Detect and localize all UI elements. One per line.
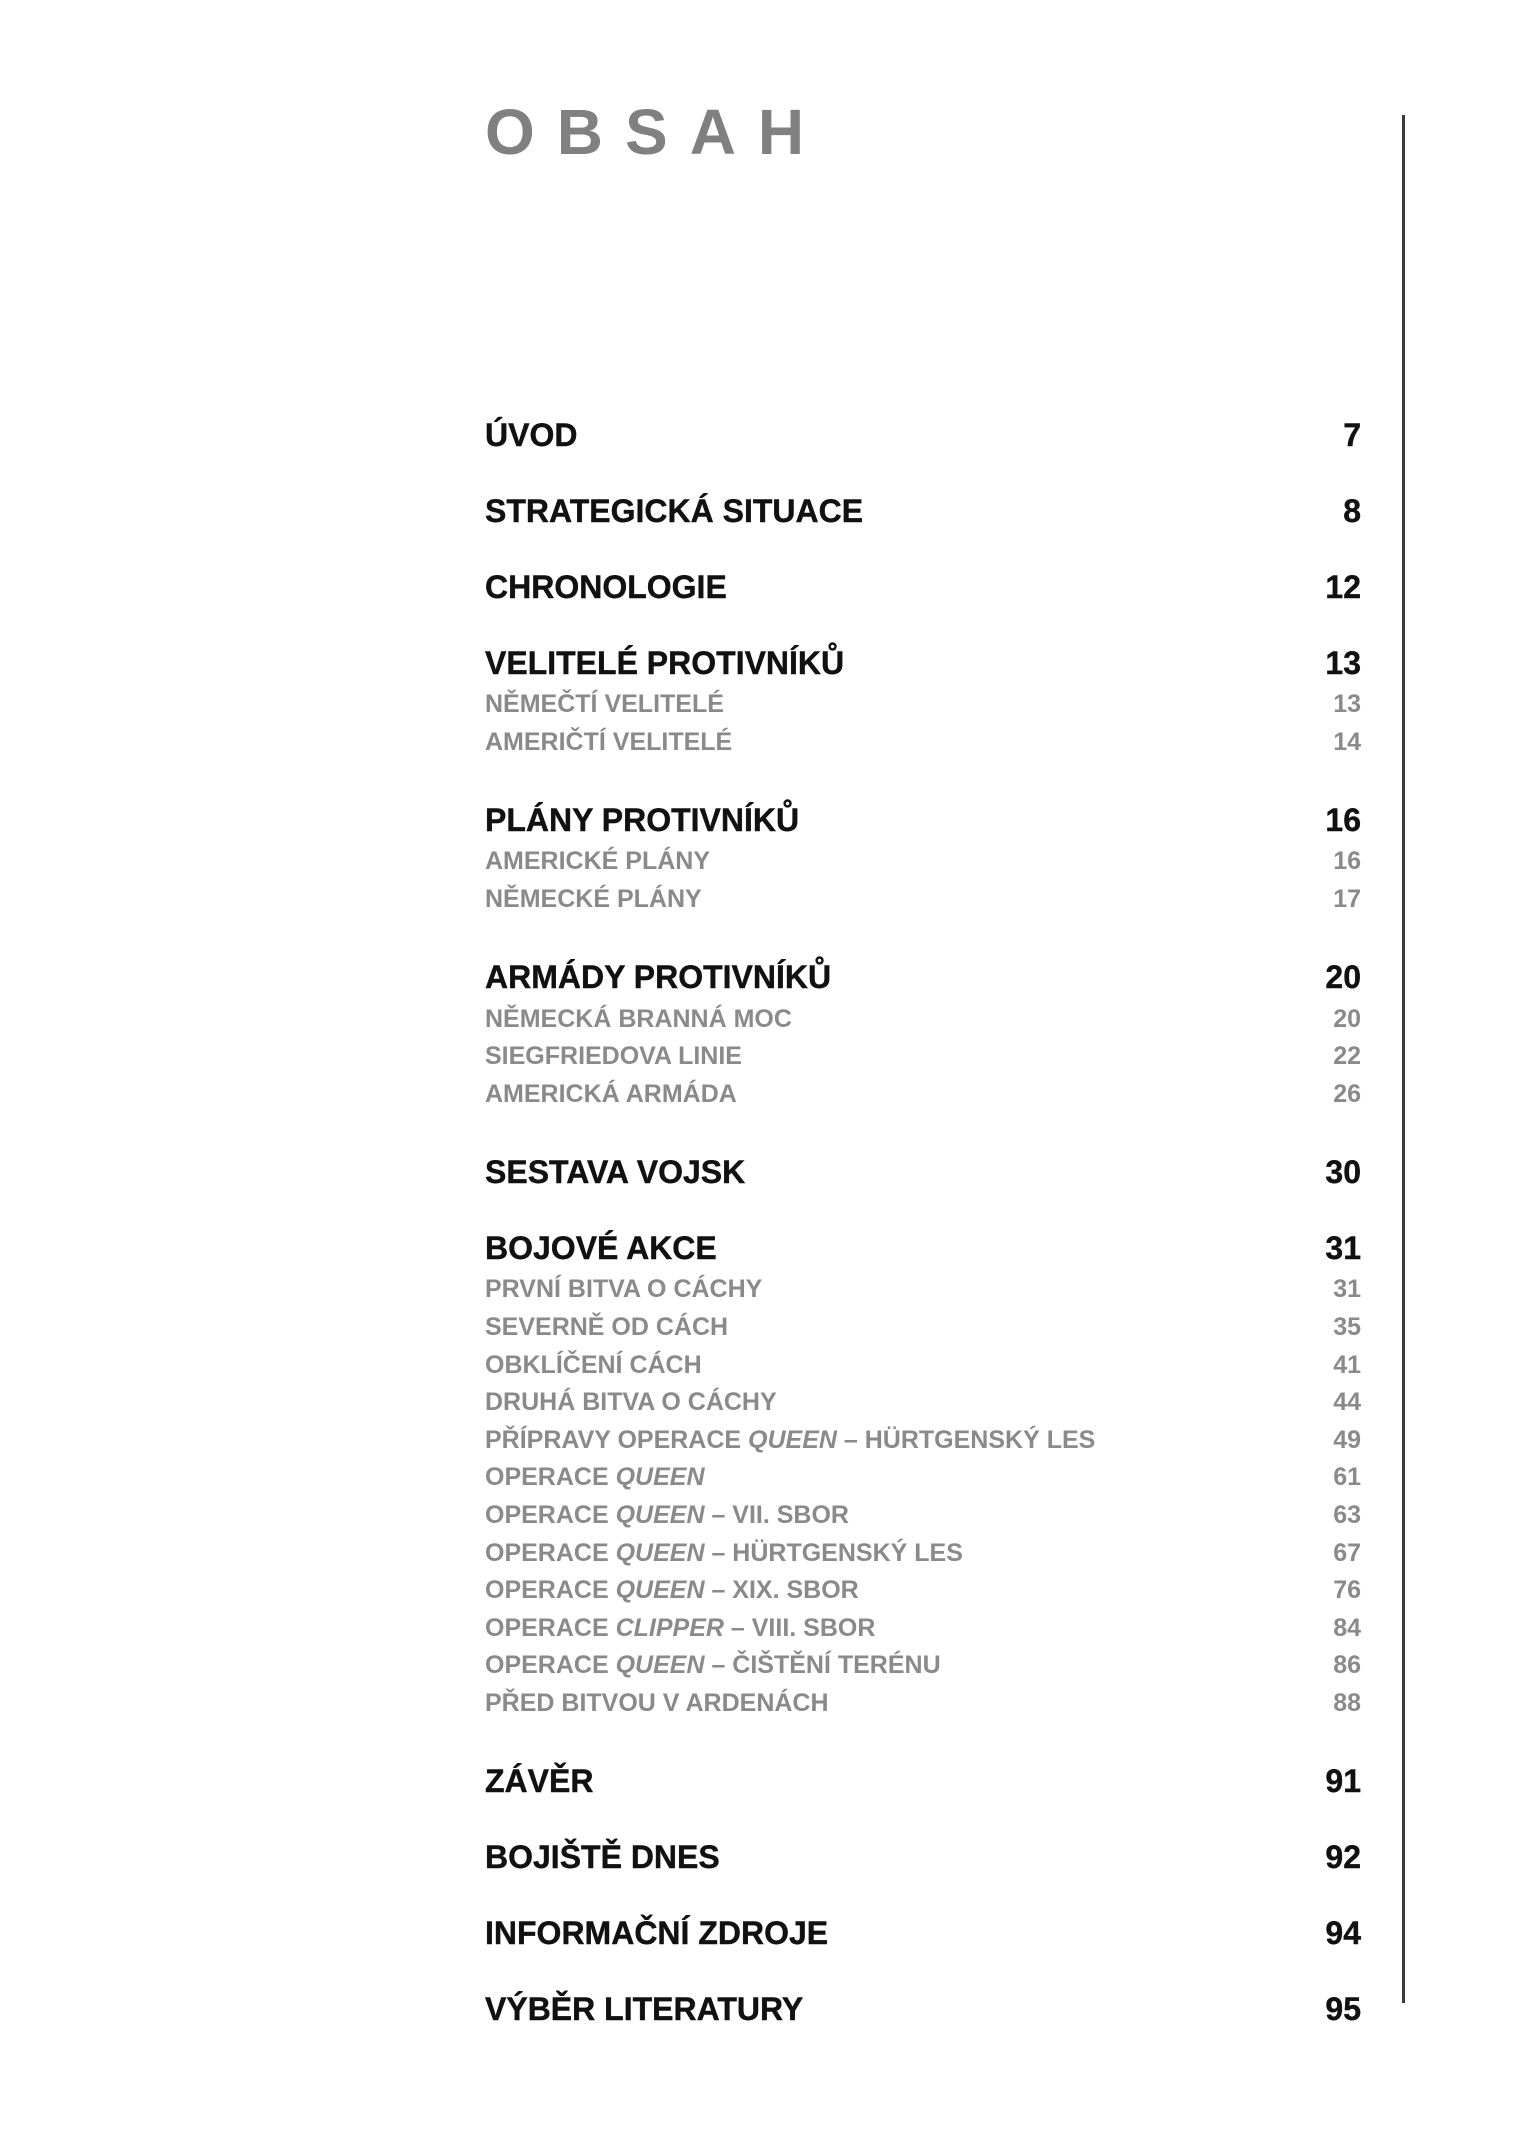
toc-subsection-title: AMERIČTÍ VELITELÉ bbox=[485, 727, 733, 756]
toc-subsection-entry[interactable] bbox=[485, 1384, 1361, 1422]
toc-chapter-entry[interactable] bbox=[485, 494, 1361, 528]
toc-subsection-page-number: 22 bbox=[1333, 1042, 1361, 1071]
toc-subsection-entry[interactable] bbox=[485, 1685, 1361, 1723]
toc-chapter bbox=[485, 1916, 1361, 1950]
toc-subsection-entry[interactable] bbox=[485, 1422, 1361, 1460]
toc-chapter-page-number: 7 bbox=[1343, 417, 1361, 453]
toc-subsection-page-number: 16 bbox=[1333, 847, 1361, 876]
toc-subsection-title: NĚMECKÁ BRANNÁ MOC bbox=[485, 1004, 792, 1033]
toc-chapter-title: STRATEGICKÁ SITUACE bbox=[485, 493, 864, 529]
toc-subsection-title: NĚMEČTÍ VELITELÉ bbox=[485, 690, 724, 719]
toc-chapter-entry[interactable] bbox=[485, 960, 1361, 994]
toc-subsection-entry[interactable] bbox=[485, 881, 1361, 919]
toc-subsection-title: PRVNÍ BITVA O CÁCHY bbox=[485, 1275, 763, 1304]
toc-chapter-page-number: 30 bbox=[1325, 1154, 1361, 1191]
toc-chapter-title: ZÁVĚR bbox=[485, 1763, 594, 1800]
toc-subsection-entry[interactable] bbox=[485, 1534, 1361, 1572]
toc-subsection-page-number: 13 bbox=[1333, 690, 1361, 719]
toc-subsection-title: OPERACE QUEEN bbox=[485, 1463, 705, 1492]
toc-chapter bbox=[485, 960, 1361, 1113]
toc-chapter bbox=[485, 1764, 1361, 1798]
toc-chapter-title: ARMÁDY PROTIVNÍKŮ bbox=[485, 959, 832, 996]
toc-chapter-entry[interactable] bbox=[485, 646, 1361, 680]
toc-subsection-page-number: 67 bbox=[1333, 1538, 1361, 1567]
toc-chapter-title: INFORMAČNÍ ZDROJE bbox=[485, 1915, 829, 1952]
toc-subsection-list bbox=[485, 686, 1361, 761]
toc-subsection-title: AMERICKÉ PLÁNY bbox=[485, 847, 711, 876]
toc-chapter-title: BOJIŠTĚ DNES bbox=[485, 1839, 720, 1876]
toc-subsection-page-number: 20 bbox=[1333, 1004, 1361, 1033]
operation-name: CLIPPER bbox=[615, 1613, 724, 1642]
toc-subsection-entry[interactable] bbox=[485, 1076, 1361, 1114]
toc-chapter bbox=[485, 494, 1361, 528]
toc-subsection-entry[interactable] bbox=[485, 1497, 1361, 1535]
toc-chapter bbox=[485, 570, 1361, 604]
toc-subsection-title: PŘED BITVOU V ARDENÁCH bbox=[485, 1688, 829, 1717]
toc-chapter-entry[interactable] bbox=[485, 1992, 1361, 2026]
toc-subsection-title: OPERACE QUEEN – XIX. SBOR bbox=[485, 1576, 859, 1605]
toc-chapter-entry[interactable] bbox=[485, 1231, 1361, 1265]
toc-chapter-entry[interactable] bbox=[485, 1840, 1361, 1874]
toc-chapter-page-number: 95 bbox=[1325, 1991, 1361, 2028]
toc-chapter-title: PLÁNY PROTIVNÍKŮ bbox=[485, 802, 800, 839]
toc-subsection-entry[interactable] bbox=[485, 724, 1361, 762]
toc-chapter bbox=[485, 803, 1361, 918]
table-of-contents bbox=[485, 418, 1361, 2026]
toc-subsection-title: OPERACE QUEEN – HÜRTGENSKÝ LES bbox=[485, 1538, 963, 1567]
toc-chapter-entry[interactable] bbox=[485, 1916, 1361, 1950]
operation-name: QUEEN bbox=[615, 1463, 705, 1492]
toc-subsection-page-number: 26 bbox=[1333, 1079, 1361, 1108]
toc-chapter bbox=[485, 1840, 1361, 1874]
toc-subsection-entry[interactable] bbox=[485, 1000, 1361, 1038]
toc-subsection-entry[interactable] bbox=[485, 1459, 1361, 1497]
toc-subsection-title: OPERACE QUEEN – VII. SBOR bbox=[485, 1501, 849, 1530]
toc-chapter-page-number: 12 bbox=[1325, 569, 1361, 605]
operation-name: QUEEN bbox=[748, 1425, 837, 1454]
toc-subsection-entry[interactable] bbox=[485, 1610, 1361, 1648]
toc-chapter-page-number: 16 bbox=[1325, 802, 1361, 839]
toc-subsection-page-number: 76 bbox=[1333, 1576, 1361, 1605]
toc-subsection-entry[interactable] bbox=[485, 1309, 1361, 1347]
operation-name: QUEEN bbox=[615, 1538, 705, 1567]
toc-subsection-page-number: 88 bbox=[1333, 1688, 1361, 1717]
toc-subsection-page-number: 61 bbox=[1333, 1463, 1361, 1492]
toc-chapter-entry[interactable] bbox=[485, 570, 1361, 604]
toc-chapter-title: BOJOVÉ AKCE bbox=[485, 1230, 717, 1267]
toc-subsection-entry[interactable] bbox=[485, 1572, 1361, 1610]
toc-subsection-title: DRUHÁ BITVA O CÁCHY bbox=[485, 1388, 777, 1417]
toc-subsection-page-number: 14 bbox=[1333, 727, 1361, 756]
toc-chapter-page-number: 31 bbox=[1325, 1230, 1361, 1267]
toc-subsection-page-number: 44 bbox=[1333, 1388, 1361, 1417]
toc-chapter-title: ÚVOD bbox=[485, 417, 578, 453]
toc-subsection-entry[interactable] bbox=[485, 1038, 1361, 1076]
toc-chapter-title: SESTAVA VOJSK bbox=[485, 1154, 746, 1191]
operation-name: QUEEN bbox=[615, 1651, 705, 1680]
toc-chapter-page-number: 91 bbox=[1325, 1763, 1361, 1800]
toc-chapter-page-number: 92 bbox=[1325, 1839, 1361, 1876]
toc-subsection-title: NĚMECKÉ PLÁNY bbox=[485, 885, 702, 914]
toc-subsection-title: OBKLÍČENÍ CÁCH bbox=[485, 1350, 702, 1379]
operation-name: QUEEN bbox=[615, 1501, 705, 1530]
toc-chapter-page-number: 94 bbox=[1325, 1915, 1361, 1952]
toc-chapter-entry[interactable] bbox=[485, 1155, 1361, 1189]
toc-subsection-page-number: 17 bbox=[1333, 885, 1361, 914]
toc-chapter-entry[interactable] bbox=[485, 803, 1361, 837]
toc-subsection-page-number: 84 bbox=[1333, 1613, 1361, 1642]
toc-chapter bbox=[485, 1992, 1361, 2026]
toc-subsection-title: SIEGFRIEDOVA LINIE bbox=[485, 1042, 742, 1071]
toc-chapter-entry[interactable] bbox=[485, 418, 1361, 452]
toc-subsection-list bbox=[485, 1271, 1361, 1722]
toc-chapter-title: VÝBĚR LITERATURY bbox=[485, 1991, 804, 2028]
toc-subsection-title: OPERACE CLIPPER – VIII. SBOR bbox=[485, 1613, 876, 1642]
toc-chapter-title: CHRONOLOGIE bbox=[485, 569, 727, 605]
toc-subsection-title: PŘÍPRAVY OPERACE QUEEN – HÜRTGENSKÝ LES bbox=[485, 1425, 1096, 1454]
toc-subsection-page-number: 63 bbox=[1333, 1501, 1361, 1530]
toc-chapter-page-number: 20 bbox=[1325, 959, 1361, 996]
toc-subsection-title: SEVERNĚ OD CÁCH bbox=[485, 1313, 729, 1342]
toc-subsection-list bbox=[485, 843, 1361, 918]
toc-subsection-entry[interactable] bbox=[485, 1647, 1361, 1685]
toc-chapter bbox=[485, 1231, 1361, 1722]
toc-subsection-page-number: 41 bbox=[1333, 1350, 1361, 1379]
toc-chapter-title: VELITELÉ PROTIVNÍKŮ bbox=[485, 645, 845, 681]
toc-subsection-page-number: 35 bbox=[1333, 1313, 1361, 1342]
toc-chapter bbox=[485, 1155, 1361, 1189]
toc-subsection-page-number: 31 bbox=[1333, 1275, 1361, 1304]
vertical-divider bbox=[1402, 115, 1405, 2003]
toc-chapter-page-number: 8 bbox=[1343, 493, 1361, 529]
toc-chapter-entry[interactable] bbox=[485, 1764, 1361, 1798]
toc-subsection-entry[interactable] bbox=[485, 1346, 1361, 1384]
page-title: OBSAH bbox=[485, 96, 827, 168]
toc-chapter-page-number: 13 bbox=[1325, 645, 1361, 681]
operation-name: QUEEN bbox=[615, 1576, 705, 1605]
toc-subsection-entry[interactable] bbox=[485, 843, 1361, 881]
toc-chapter bbox=[485, 646, 1361, 761]
toc-subsection-entry[interactable] bbox=[485, 1271, 1361, 1309]
toc-subsection-page-number: 86 bbox=[1333, 1651, 1361, 1680]
toc-chapter bbox=[485, 418, 1361, 452]
toc-subsection-title: AMERICKÁ ARMÁDA bbox=[485, 1079, 737, 1108]
toc-subsection-title: OPERACE QUEEN – ČIŠTĚNÍ TERÉNU bbox=[485, 1651, 941, 1680]
toc-subsection-list bbox=[485, 1000, 1361, 1113]
toc-subsection-page-number: 49 bbox=[1333, 1425, 1361, 1454]
toc-subsection-entry[interactable] bbox=[485, 686, 1361, 724]
